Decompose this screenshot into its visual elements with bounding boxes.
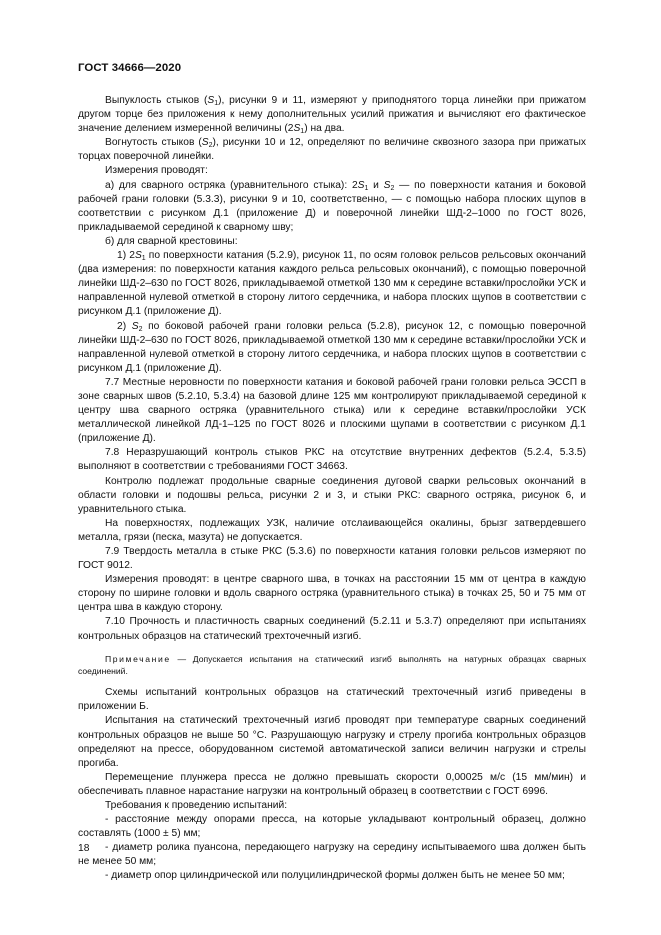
paragraph-section-7-8: 7.8 Неразрушающий контроль стыков РКС на отсутствие внутренних дефектов (5.2.4, 5.3.5) выполняют в соответствии с требованиями ГОСТ 34663.: [78, 447, 586, 473]
paragraph-concavity: Вогнутость стыков $(S_2)$, рисунки 10 и 12, определяют по величине сквозного зазора при прижатых торцах поверочной линейки.: [78, 137, 586, 163]
paragraph-section-7-7: 7.7 Местные неровности по поверхности катания и боковой рабочей грани головки рельса ЭССП в зоне сварных швов (5.2.10, 5.3.4) на базовой длине 125 мм контролируют прикладываемой серединой к центру шва сварного остряка (уравнительного стыка) или к середине вставки/прослойки УСК металлической линейкой ЛД-1–125 по ГОСТ 8026 и плоскими щупами в соответствии с рисунком Д.1 (приложение Д).: [78, 376, 586, 445]
paragraph-test-schemes: Схемы испытаний контрольных образцов на статический трехточечный изгиб приведены в приложении Б.: [78, 687, 586, 713]
paragraph-measurements-intro: Измерения проводят:: [105, 165, 208, 177]
paragraph-convexity: Выпуклость стыков $(S_1)$, рисунки 9 и 11, измеряют у приподнятого торца линейки при прижатом другом торце без приложения к нему дополнительных усилий прижатия и вычисляют его фактическое значение делением измеренной величины $(2S_1)$ на два.: [78, 95, 586, 136]
paragraph-test-conditions: Испытания на статический трехточечный изгиб проводят при температуре сварных соединений контрольных образцов не выше 50 °С. Разрушающую нагрузку и стрелу прогиба контрольных образцов определяют на прессе, оборудованном системой автоматической записи величин нагрузки и стрелы прогиба.: [78, 715, 586, 769]
paragraph-section-7-9: 7.9 Твердость металла в стыке РКС (5.3.6) по поверхности катания головки рельсов измеряют по ГОСТ 9012.: [78, 546, 586, 572]
paragraph-item-b: б) для сварной крестовины:: [105, 235, 238, 247]
document-header: ГОСТ 34666—2020: [78, 62, 182, 74]
paragraph-control-scope: Контролю подлежат продольные сварные соединения дуговой сварки рельсовых окончаний в области головки и подошвы рельса, рисунки 2 и 3, и стыки РКС: сварного остряка, рисунок 6, и уравнительного стыка.: [78, 475, 586, 515]
note: [78, 653, 586, 678]
paragraph-section-7-10: 7.10 Прочность и пластичность сварных соединений (5.2.11 и 5.3.7) определяют при испытаниях контрольных образцов на статический трехточечный изгиб.: [78, 616, 586, 642]
paragraph-item-b1: 1) $2S_1$ по поверхности катания (5.2.9), рисунок 11, по осям головок рельсов рельсовых окончаний (два измерения: по поверхности катания каждого рельса рельсовых окончаний), с помощью поверочной линейки ШД-2–630 по ГОСТ 8026, прикладываемой отметкой 130 мм к середине вставки/прослойки УСК и направленной нулевой отметкой в сторону литого сердечника, и набора плоских щупов в соответствии с рисунком Д.1 (приложение Д).: [78, 250, 586, 318]
list-item-support-distance: - расстояние между опорами пресса, на которые укладывают контрольный образец, должно составлять (1000 ± 5) мм;: [78, 814, 586, 840]
paragraph-item-a: а) для сварного остряка (уравнительного стыка): $2S_1$ и $S_2$ — по поверхности катания и боковой рабочей грани головки (5.3.3), рисунки 9 и 10, соответственно, — с помощью набора плоских щупов в соответствии с рисунком Д.1 (приложение Д) и поверочной линейки ШД-2–1000 по ГОСТ 8026, прикладываемой серединой к сварному шву;: [78, 179, 586, 233]
list-item-support-diameter: - диаметр опор цилиндрической или полуцилиндрической формы должен быть не менее 50 мм;: [105, 870, 565, 882]
page-number: 18: [78, 843, 90, 854]
paragraph-surface-requirements: На поверхностях, подлежащих УЗК, наличие отслаивающейся окалины, брызг затвердевшего металла, грязи (песка, мазута) не допускается.: [78, 517, 586, 543]
note-label: Примечание: [105, 653, 171, 664]
note-text: — Допускается испытания на статический изгиб выполнять на натурных образцах сварных соединений.: [78, 653, 586, 676]
list-item-roller-diameter: - диаметр ролика пуансона, передающего нагрузку на середину испытываемого шва должен быть не менее 50 мм;: [78, 842, 586, 868]
paragraph-item-b2: 2) $S_2$ по боковой рабочей грани головки рельса (5.2.8), рисунок 12, с помощью поверочной линейки ШД-2–630 по ГОСТ 8026, прикладываемой отметкой 130 мм к середине вставки/прослойки УСК и направленной нулевой отметкой в сторону литого сердечника, и набора плоских щупов в соответствии с рисунком Д.1 (приложение Д).: [78, 320, 586, 374]
paragraph-hardness-points: Измерения проводят: в центре сварного шва, в точках на расстоянии 15 мм от центра в каждую сторону по ширине головки и вдоль сварного остряка (уравнительного стыка) в точках 25, 50 и 75 мм от центра шва в каждую сторону.: [78, 574, 586, 614]
document-body: [78, 94, 586, 884]
paragraph-plunger-speed: Перемещение плунжера пресса не должно превышать скорости 0,00025 м/с (15 мм/мин) и обеспечивать плавное нарастание нагрузки на контрольный образец в соответствии с ГОСТ 6996.: [78, 771, 586, 797]
paragraph-requirements-intro: Требования к проведению испытаний:: [105, 800, 288, 811]
